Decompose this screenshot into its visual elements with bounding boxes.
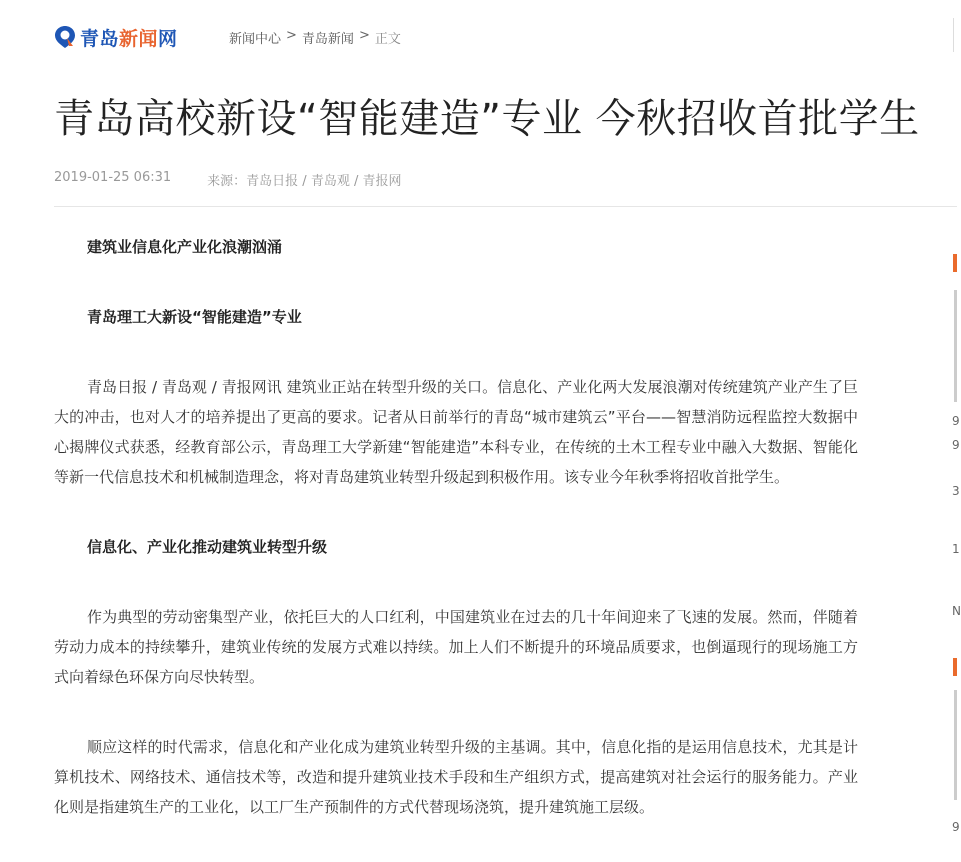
site-logo[interactable] [54,22,178,52]
sidebar-image-edge [954,290,957,402]
article-body [54,232,858,822]
logo-wordmark: 青岛新闻网 [80,27,178,50]
sidebar-accent-bar [953,658,957,676]
article-title: 青岛高校新设“智能建造”专业 今秋招收首批学生 [54,96,920,142]
article-meta [54,170,401,189]
sidebar-text-fragment: 3 [952,484,960,498]
publish-date: 2019-01-25 06:31 [54,170,172,185]
sidebar-text-fragment: 9 [952,820,960,834]
breadcrumb-news-center[interactable]: 新闻中心 [229,32,282,47]
breadcrumb-separator: > [358,28,370,43]
sidebar-text-fragment: 1 [952,542,960,556]
breadcrumb-qingdao-news[interactable]: 青岛新闻 [301,32,354,47]
meta-divider [54,206,957,207]
sidebar-accent-bar [953,254,957,272]
article-paragraph: 青岛日报 / 青岛观 / 青报网讯 建筑业正站在转型升级的关口。信息化、产业化两大发展浪潮对传统建筑产业产生了巨大的冲击，也对人才的培养提出了更高的要求。记者从日前举行的青岛“城市建筑云”平台——智慧消防远程监控大数据中心揭牌仪式获悉，经教育部公示，青岛理工大学新建“智能建造”本科专业，在传统的土木工程专业中融入大数据、智能化等新一代信息技术和机械制造理念，将对青岛建筑业转型升级起到积极作用。该专业今年秋季将招收首批学生。 [54,378,858,486]
sidebar-image-edge [954,690,957,800]
sidebar-text-fragment: N [952,604,961,618]
breadcrumb-separator: > [286,28,297,43]
sidebar-text-fragment: 9 [952,414,960,428]
article-subheading: 建筑业信息化产业化浪潮汹涌 [87,238,283,256]
sidebar-text-fragment: 9 [952,438,960,452]
breadcrumb [229,28,401,47]
location-pin-icon [54,25,76,49]
article-paragraph: 顺应这样的时代需求，信息化和产业化成为建筑业转型升级的主基调。其中，信息化指的是运用信息技术，尤其是计算机技术、网络技术、通信技术等，改造和提升建筑业技术手段和生产组织方式，提高建筑对社会运行的服务能力。产业化则是指建筑生产的工业化，以工厂生产预制件的方式代替现场浇筑，提升建筑施工层级。 [54,738,858,816]
article-subheading: 信息化、产业化推动建筑业转型升级 [87,538,328,556]
article-subheading: 青岛理工大新设“智能建造”专业 [87,308,302,326]
article-paragraph: 作为典型的劳动密集型产业，依托巨大的人口红利，中国建筑业在过去的几十年间迎来了飞速的发展。然而，伴随着劳动力成本的持续攀升，建筑业传统的发展方式难以持续。加上人们不断提升的环境品质要求，也倒逼现行的现场施工方式向着绿色环保方向尽快转型。 [54,608,858,686]
source-label: 来源： [207,174,247,189]
article-source: 青岛日报 / 青岛观 / 青报网 [246,174,402,189]
breadcrumb-current: 正文 [374,32,401,47]
header-edge-divider [953,18,954,52]
